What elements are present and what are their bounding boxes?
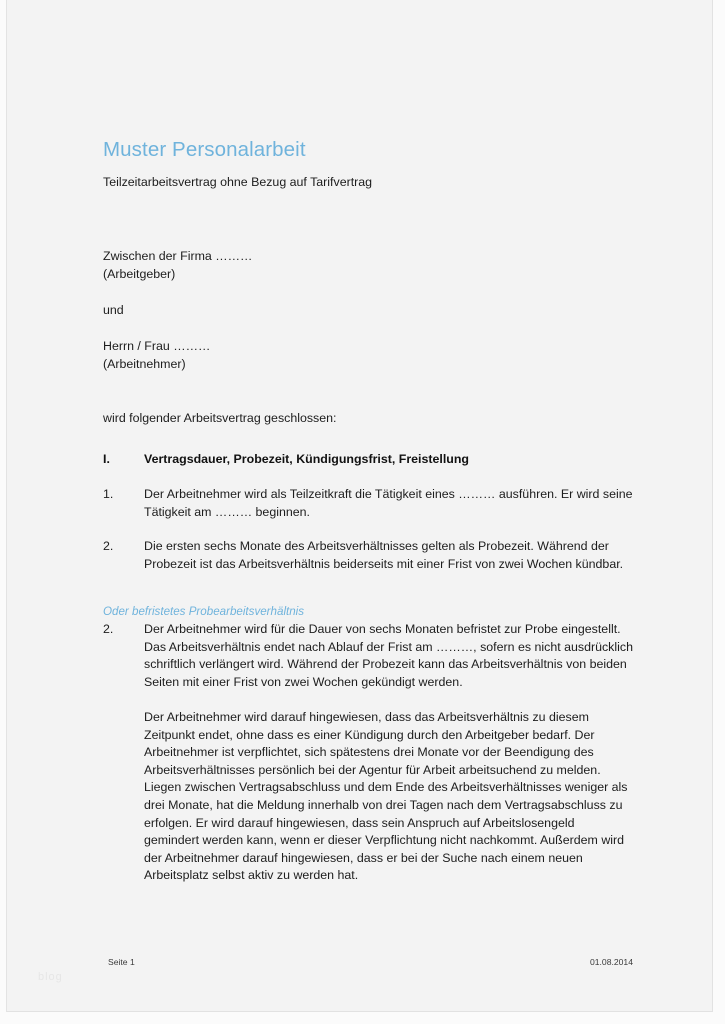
intro-spacer — [103, 373, 623, 391]
footer-date: 01.08.2014 — [589, 957, 633, 967]
clause-body — [144, 621, 633, 885]
intro-line-and: und — [103, 303, 124, 317]
page-subtitle: Teilzeitarbeitsvertrag ohne Bezug auf Tarifvertrag — [103, 175, 373, 189]
intro-line-employee-role: (Arbeitnehmer) — [103, 357, 186, 371]
document-page — [6, 0, 713, 1012]
clause-body — [144, 486, 633, 521]
clause-item — [103, 621, 633, 885]
intro-spacer — [103, 319, 623, 337]
footer-page-number: Seite 1 — [108, 957, 135, 967]
clause-paragraph: Der Arbeitnehmer wird als Teilzeitkraft die Tätigkeit eines ……… ausführen. Er wird seine Tätigkeit am ……… beginnen. — [144, 487, 633, 519]
section-heading — [103, 452, 633, 466]
clause-item — [103, 538, 633, 573]
intro-spacer — [103, 391, 623, 409]
clause-marker: 2. — [103, 622, 114, 636]
clause-marker: 1. — [103, 487, 114, 501]
clause-body — [144, 538, 633, 573]
clause-paragraph: Die ersten sechs Monate des Arbeitsverhältnisses gelten als Probezeit. Während der Probezeit ist das Arbeitsverhältnis beiderseits mit einer Frist von zwei Wochen kündbar. — [144, 539, 624, 571]
intro-spacer — [103, 283, 623, 301]
intro-line-agreement: wird folgender Arbeitsvertrag geschlossen: — [103, 411, 337, 425]
intro-line-employer-role: (Arbeitgeber) — [103, 267, 176, 281]
clause-item — [103, 486, 633, 521]
alternative-variant-note: Oder befristetes Probearbeitsverhältnis — [103, 605, 305, 618]
intro-line-person: Herrn / Frau ……… — [103, 339, 211, 353]
clause-paragraph: Der Arbeitnehmer wird für die Dauer von sechs Monaten befristet zur Probe eingestellt. Das Arbeitsverhältnis endet nach Ablauf der Frist am ………, sofern es nicht ausdrücklich schriftlich verlängert wird. Während der Probezeit kann das Arbeitsverhältnis von beiden Seiten mit einer Frist von zwei Wochen gekündigt werden. — [144, 622, 633, 689]
intro-block — [103, 247, 623, 427]
clause-paragraph-secondary: Der Arbeitnehmer wird darauf hingewiesen, dass das Arbeitsverhältnis zu diesem Zeitpunkt endet, ohne dass es einer Kündigung durch den Arbeitgeber bedarf. Der Arbeitnehmer ist verpflichtet, sich spätestens drei Monate vor der Beendigung des Arbeitsverhältnisses persönlich bei der Agentur für Arbeit arbeitsuchend zu melden. Liegen zwischen Vertragsabschluss und dem Ende des Arbeitsverhältnisses weniger als drei Monate, hat die Meldung innerhalb von drei Tagen nach dem Vertragsabschluss zu erfolgen. Er wird darauf hingewiesen, dass sein Anspruch auf Arbeitslosengeld gemindert werden kann, wenn er dieser Verpflichtung nicht nachkommt. Außerdem wird der Arbeitnehmer darauf hingewiesen, dass er bei der Suche nach einem neuen Arbeitsplatz selbst aktiv zu werden hat. — [144, 709, 628, 883]
watermark-label: blog — [38, 971, 63, 983]
section-title: Vertragsdauer, Probezeit, Kündigungsfrist, Freistellung — [144, 452, 469, 466]
intro-line-company: Zwischen der Firma ……… — [103, 249, 253, 263]
clause-marker: 2. — [103, 539, 114, 553]
section-number: I. — [103, 452, 110, 466]
page-title: Muster Personalarbeit — [103, 138, 306, 161]
